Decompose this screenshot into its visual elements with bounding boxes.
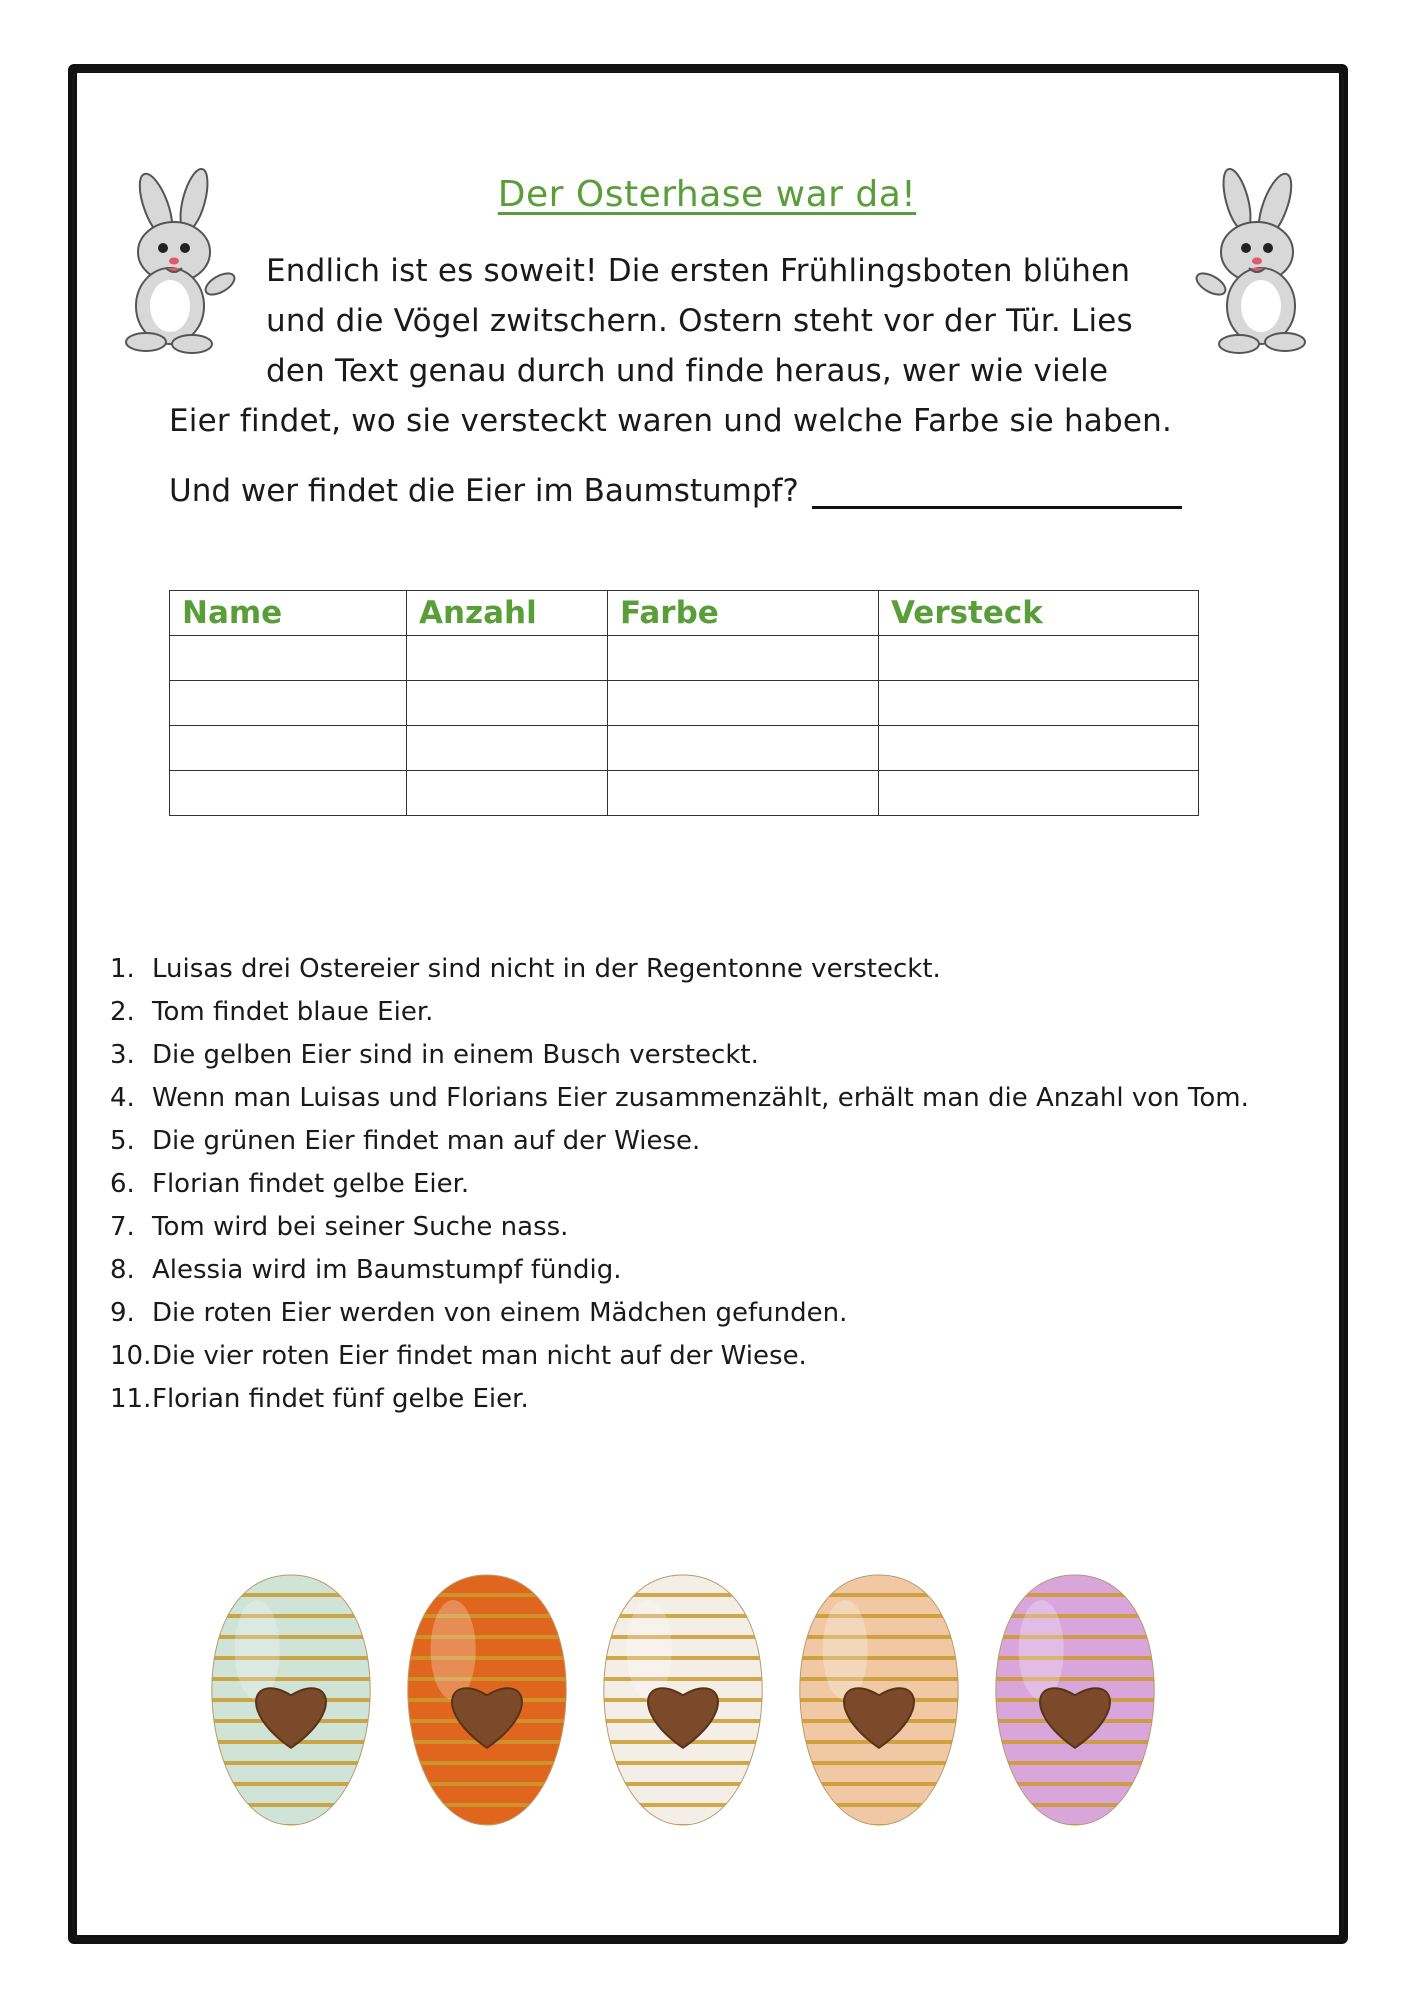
clue-text: Tom wird bei seiner Suche nass. xyxy=(152,1212,569,1242)
table-cell[interactable] xyxy=(879,726,1199,771)
clue-text: Alessia wird im Baumstumpf fündig. xyxy=(152,1255,622,1285)
list-item xyxy=(110,948,1249,991)
list-item xyxy=(110,1163,1249,1206)
table-cell[interactable] xyxy=(608,636,879,681)
intro-line-1: Endlich ist es soweit! Die ersten Frühlingsboten blühen xyxy=(266,253,1131,289)
easter-egg xyxy=(197,1575,385,1828)
table-cell[interactable] xyxy=(170,771,407,816)
list-item xyxy=(110,1206,1249,1249)
header-name: Name xyxy=(170,591,407,636)
easter-egg xyxy=(589,1575,777,1828)
table-cell[interactable] xyxy=(879,771,1199,816)
clue-text: Die roten Eier werden von einem Mädchen gefunden. xyxy=(152,1298,848,1328)
table-cell[interactable] xyxy=(608,726,879,771)
table-cell[interactable] xyxy=(170,726,407,771)
list-item xyxy=(110,1292,1249,1335)
list-item xyxy=(110,1120,1249,1163)
clue-number: 5. xyxy=(110,1126,135,1156)
clue-number: 7. xyxy=(110,1212,135,1242)
table-cell[interactable] xyxy=(407,771,608,816)
page-title: Der Osterhase war da! xyxy=(497,174,917,215)
clue-text: Tom findet blaue Eier. xyxy=(152,997,434,1027)
question-text: Und wer findet die Eier im Baumstumpf? xyxy=(169,473,799,509)
table-row xyxy=(170,771,1199,816)
table-cell[interactable] xyxy=(879,636,1199,681)
table-cell[interactable] xyxy=(170,636,407,681)
clue-text: Luisas drei Ostereier sind nicht in der Regentonne versteckt. xyxy=(152,954,941,984)
intro-line-3: den Text genau durch und finde heraus, wer wie viele xyxy=(266,353,1109,389)
table-cell[interactable] xyxy=(407,726,608,771)
clue-number: 4. xyxy=(110,1083,135,1113)
clue-number: 10. xyxy=(110,1341,152,1371)
table-header-row xyxy=(170,591,1199,636)
table-cell[interactable] xyxy=(407,681,608,726)
list-item xyxy=(110,1378,1249,1421)
header-farbe: Farbe xyxy=(608,591,879,636)
list-item xyxy=(110,1249,1249,1292)
easter-egg-row xyxy=(195,1570,1195,1830)
answer-table xyxy=(169,590,1199,816)
clue-number: 1. xyxy=(110,954,135,984)
list-item xyxy=(110,1335,1249,1378)
intro-line-4: Eier findet, wo sie versteckt waren und welche Farbe sie haben. xyxy=(169,403,1173,439)
header-versteck: Versteck xyxy=(879,591,1199,636)
easter-egg xyxy=(981,1575,1169,1828)
clue-number: 2. xyxy=(110,997,135,1027)
table-row xyxy=(170,726,1199,771)
list-item xyxy=(110,1077,1249,1120)
clue-number: 8. xyxy=(110,1255,135,1285)
clue-number: 11. xyxy=(110,1384,152,1414)
list-item xyxy=(110,991,1249,1034)
clue-number: 3. xyxy=(110,1040,135,1070)
easter-egg xyxy=(785,1575,973,1828)
list-item xyxy=(110,1034,1249,1077)
easter-egg xyxy=(393,1575,581,1828)
table-cell[interactable] xyxy=(608,681,879,726)
clue-text: Die gelben Eier sind in einem Busch versteckt. xyxy=(152,1040,759,1070)
clue-text: Die grünen Eier findet man auf der Wiese. xyxy=(152,1126,701,1156)
header-anzahl: Anzahl xyxy=(407,591,608,636)
table-cell[interactable] xyxy=(407,636,608,681)
clue-text: Wenn man Luisas und Florians Eier zusammenzählt, erhält man die Anzahl von Tom. xyxy=(152,1083,1249,1113)
clue-text: Florian findet fünf gelbe Eier. xyxy=(152,1384,529,1414)
answer-blank-line[interactable] xyxy=(812,506,1182,509)
table-cell[interactable] xyxy=(170,681,407,726)
clue-number: 6. xyxy=(110,1169,135,1199)
clue-text: Die vier roten Eier findet man nicht auf der Wiese. xyxy=(152,1341,807,1371)
clue-number: 9. xyxy=(110,1298,135,1328)
clue-text: Florian findet gelbe Eier. xyxy=(152,1169,470,1199)
clue-list xyxy=(110,948,1249,1421)
table-row xyxy=(170,681,1199,726)
table-cell[interactable] xyxy=(608,771,879,816)
table-row xyxy=(170,636,1199,681)
table-cell[interactable] xyxy=(879,681,1199,726)
intro-line-2: und die Vögel zwitschern. Ostern steht vor der Tür. Lies xyxy=(266,303,1133,339)
